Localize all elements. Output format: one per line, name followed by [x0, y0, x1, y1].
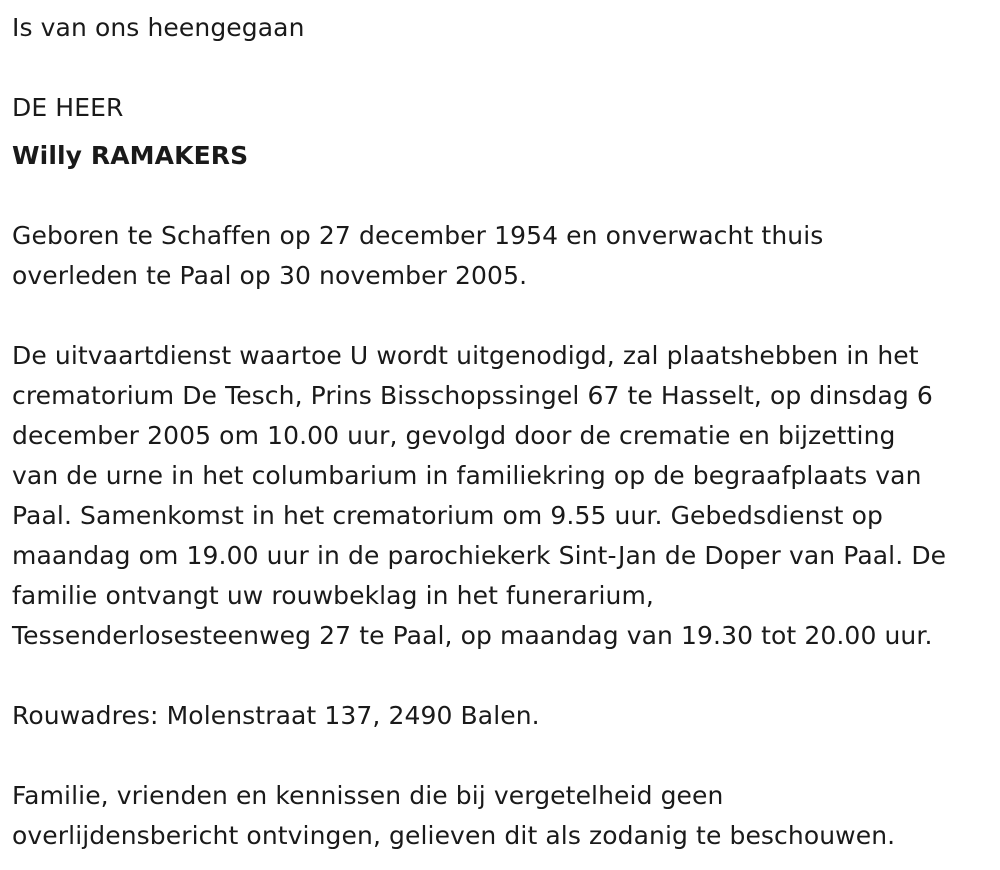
service-line: Paal. Samenkomst in het crematorium om 9.55 uur. Gebedsdienst op — [12, 501, 883, 530]
birth-death-line: Geboren te Schaffen op 27 december 1954 en onverwacht thuis — [12, 221, 824, 250]
service-line: familie ontvangt uw rouwbeklag in het funerarium, — [12, 581, 654, 610]
mourning-address: Rouwadres: Molenstraat 137, 2490 Balen. — [12, 701, 540, 730]
deceased-name: Willy RAMAKERS — [12, 141, 249, 170]
service-paragraph — [12, 336, 990, 656]
birth-death-line: overleden te Paal op 30 november 2005. — [12, 261, 528, 290]
closing-line: overlijdensbericht ontvingen, gelieven dit als zodanig te beschouwen. — [12, 821, 896, 850]
closing-line: Familie, vrienden en kennissen die bij vergetelheid geen — [12, 781, 724, 810]
address-paragraph — [12, 696, 990, 736]
closing-paragraph — [12, 776, 990, 856]
service-line: crematorium De Tesch, Prins Bisschopssingel 67 te Hasselt, op dinsdag 6 — [12, 381, 933, 410]
honorific-title: DE HEER — [12, 93, 124, 122]
service-line: maandag om 19.00 uur in de parochiekerk Sint-Jan de Doper van Paal. De — [12, 541, 947, 570]
service-line: De uitvaartdienst waartoe U wordt uitgenodigd, zal plaatshebben in het — [12, 341, 919, 370]
service-line: Tessenderlosesteenweg 27 te Paal, op maandag van 19.30 tot 20.00 uur. — [12, 621, 933, 650]
service-line: van de urne in het columbarium in familiekring op de begraafplaats van — [12, 461, 922, 490]
service-line: december 2005 om 10.00 uur, gevolgd door de crematie en bijzetting — [12, 421, 896, 450]
intro-text: Is van ons heengegaan — [12, 13, 305, 42]
birth-death-paragraph — [12, 216, 990, 296]
